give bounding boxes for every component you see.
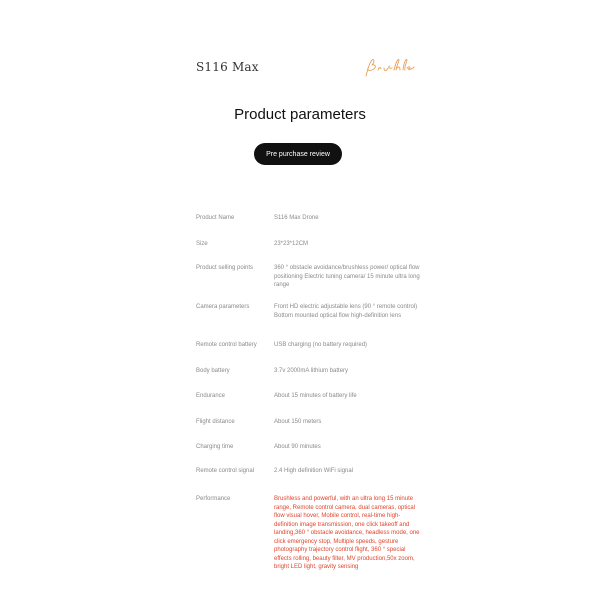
param-label: Remote control battery (196, 342, 257, 348)
param-label: Size (196, 241, 208, 247)
param-value: 2.4 High definition WiFi signal (274, 468, 354, 474)
param-label: Product Name (196, 215, 235, 221)
param-value: About 15 minutes of battery life (274, 393, 357, 399)
param-value: 23*23*12CM (274, 241, 309, 247)
param-value: 3.7v 2000mA lithium battery (274, 368, 349, 374)
param-value: Front HD electric adjustable lens (90 ° remote control) Bottom mounted optical flow high-definition lens (274, 304, 418, 319)
brushless-logo (360, 56, 416, 80)
param-label: Performance (196, 496, 231, 502)
brand-name: S116 Max (196, 60, 259, 74)
param-value-performance: Brushless and powerful, with an ultra long 15 minute range, Remote control camera, dual cameras, optical flow visual hover, Mobile control, real-time high-definition image transmission, one click takeoff and landing,360 ° obstacle avoidance, headless mode, one click emergency stop, Multiple speeds, gesture photography trajectory control flight, 360 ° special effects rolling, beauty filter, MV production,50x zoom, bright LED light, gravity sensing (274, 496, 420, 570)
param-label: Charging time (196, 444, 234, 450)
param-value: USB charging (no battery required) (274, 342, 368, 348)
pre-purchase-review-button[interactable]: Pre purchase review (254, 143, 342, 165)
param-label: Flight distance (196, 419, 235, 425)
param-value: 360 ° obstacle avoidance/brushless power/ optical flow positioning Electric tuning camera/ 15 minute ultra long range (274, 265, 420, 288)
param-label: Endurance (196, 393, 226, 399)
page-title: Product parameters (234, 106, 366, 123)
param-label: Product selling points (196, 265, 254, 271)
param-value: S116 Max Drone (274, 215, 319, 221)
param-value: About 90 minutes (274, 444, 321, 450)
param-label: Remote control signal (196, 468, 255, 474)
param-value: About 150 meters (274, 419, 322, 425)
param-label: Body battery (196, 368, 230, 374)
param-label: Camera parameters (196, 304, 250, 310)
